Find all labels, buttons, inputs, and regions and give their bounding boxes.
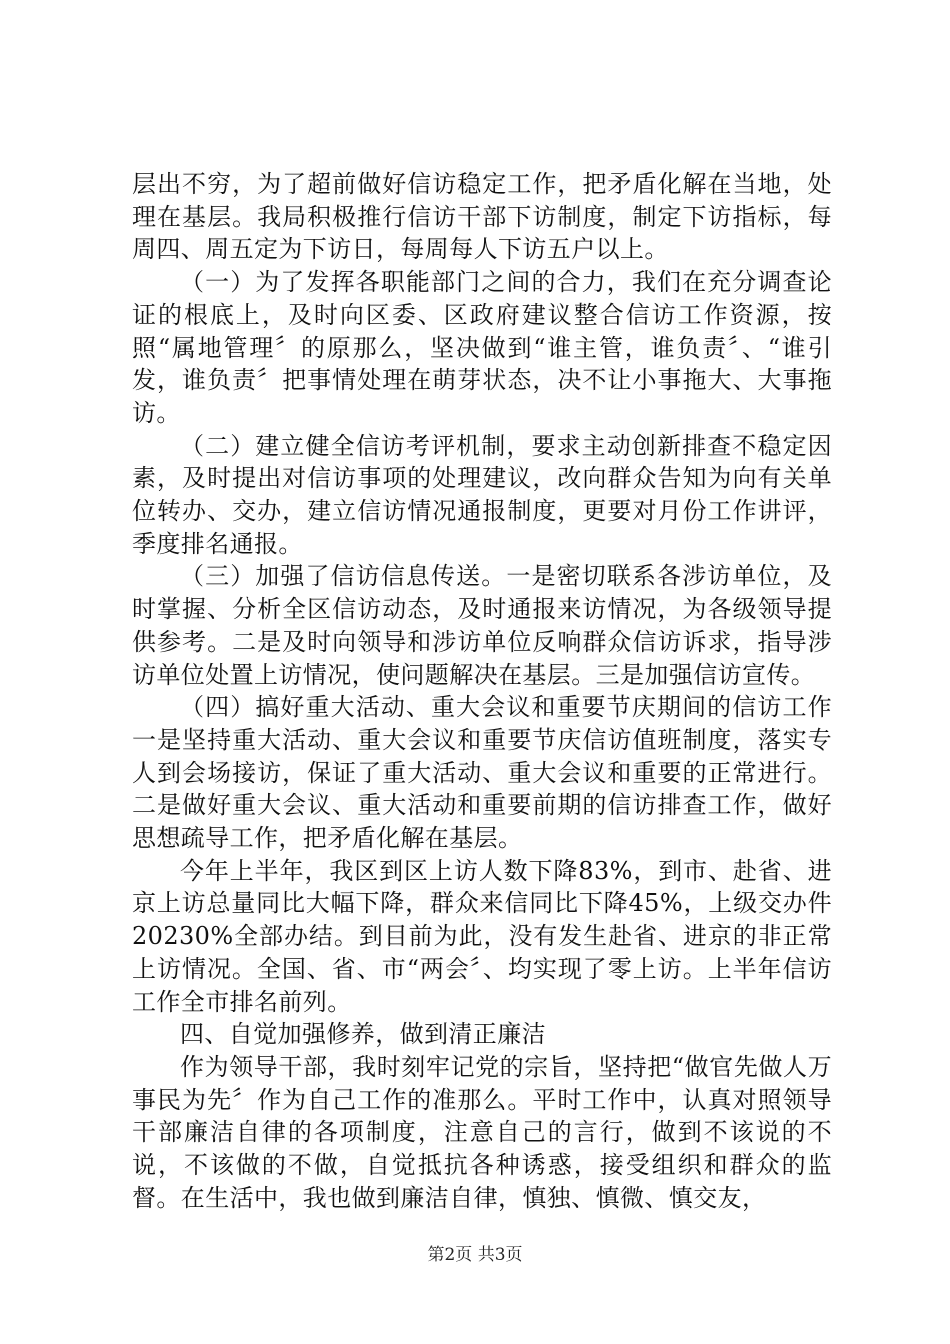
paragraph-4: （三）加强了信访信息传送。一是密切联系各涉访单位，及时掌握、分析全区信访动态，及时通报来访情况，为各级领导提供参考。二是及时向领导和涉访单位反响群众信访诉求，指导涉访单位处置上访情况，使问题解决在基层。三是加强信访宣传。	[132, 562, 832, 689]
paragraph-1: 层出不穷，为了超前做好信访稳定工作，把矛盾化解在当地，处理在基层。我局积极推行信访干部下访制度，制定下访指标，每周四、周五定为下访日，每周每人下访五户以上。	[132, 170, 832, 264]
paragraph-5: （四）搞好重大活动、重大会议和重要节庆期间的信访工作一是坚持重大活动、重大会议和重要节庆信访值班制度，落实专人到会场接访，保证了重大活动、重大会议和重要的正常进行。二是做好重大会议、重大活动和重要前期的信访排查工作，做好思想疏导工作，把矛盾化解在基层。	[132, 693, 832, 853]
paragraph-2: （一）为了发挥各职能部门之间的合力，我们在充分调查论证的根底上，及时向区委、区政府建议整合信访工作资源，按照“属地管理〞的原那么，坚决做到“谁主管，谁负责〞、“谁引发，谁负责〞把事情处理在萌芽状态，决不让小事拖大、大事拖访。	[132, 268, 832, 427]
paragraph-3: （二）建立健全信访考评机制，要求主动创新排查不稳定因素，及时提出对信访事项的处理建议，改向群众告知为向有关单位转办、交办，建立信访情况通报制度，更要对月份工作讲评，季度排名通报。	[132, 431, 832, 558]
paragraph-7: 作为领导干部，我时刻牢记党的宗旨，坚持把“做官先做人万事民为先〞作为自己工作的准那么。平时工作中，认真对照领导干部廉洁自律的各项制度，注意自己的言行，做到不该说的不说，不该做的不做，自觉抵抗各种诱惑，接受组织和群众的监督。在生活中，我也做到廉洁自律，慎独、慎微、慎交友，	[132, 1052, 832, 1212]
document-body	[132, 168, 832, 1215]
page-footer: 第2页 共3页	[427, 1245, 523, 1265]
section-heading: 四、自觉加强修养，做到清正廉洁	[180, 1020, 546, 1049]
paragraph-6: 今年上半年，我区到区上访人数下降83%，到市、赴省、进京上访总量同比大幅下降，群众来信同比下降45%，上级交办件20230%全部办结。到目前为此，没有发生赴省、进京的非正常上访情况。全国、省、市“两会〞、均实现了零上访。上半年信访工作全市排名前列。	[132, 856, 832, 1016]
